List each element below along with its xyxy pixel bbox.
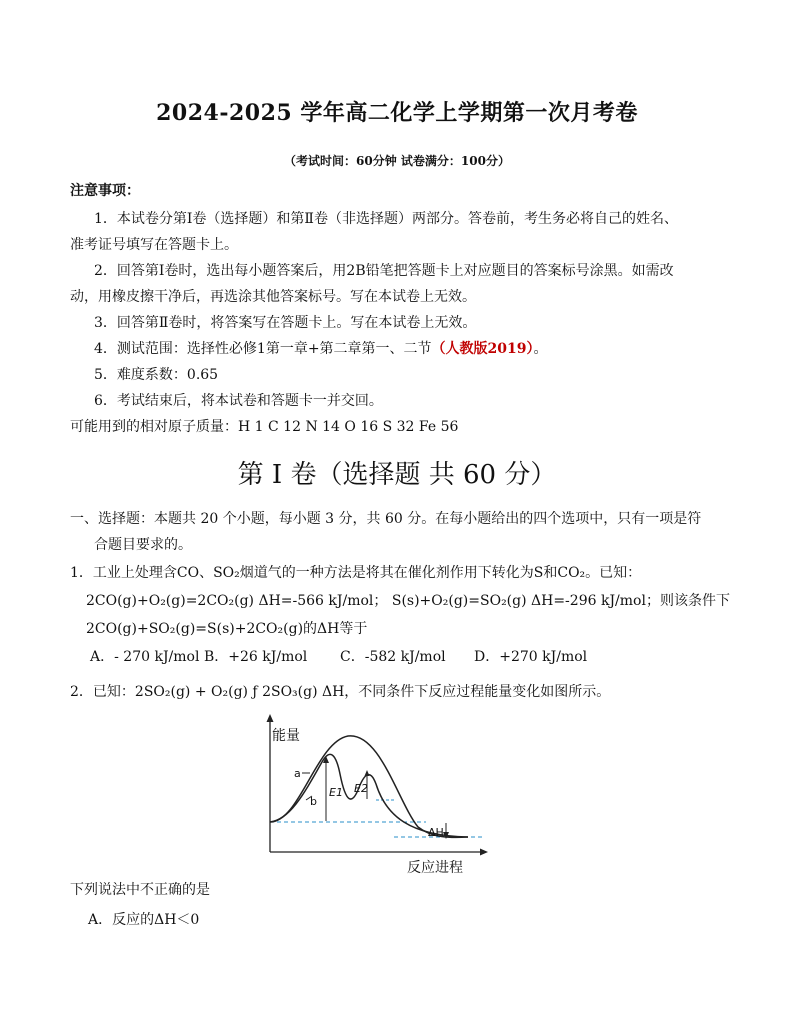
label-e2: E2 [354, 782, 368, 795]
q1-option-a: A．- 270 kJ/mol [90, 649, 200, 665]
label-b: b [310, 795, 317, 808]
atomic-mass-line: 可能用到的相对原子质量：H 1 C 12 N 14 O 16 S 32 Fe 56 [70, 419, 459, 435]
y-axis-arrow [267, 714, 274, 722]
label-e1: E1 [329, 786, 343, 799]
label-dh: ΔH [428, 826, 444, 839]
q1-option-b: B．+26 kJ/mol [204, 649, 308, 665]
q2-stem: 2．已知：2SO₂(g) + O₂(g) ƒ 2SO₃(g) ΔH，不同条件下反应过程能量变化如图所示。 [70, 684, 611, 700]
q2-option-a: A．反应的ΔH＜0 [88, 912, 200, 928]
x-axis-arrow [480, 849, 488, 856]
q1-equations: 2CO(g)+O₂(g)=2CO₂(g) ΔH=-566 kJ/mol； S(s)+O₂(g)=SO₂(g) ΔH=-296 kJ/mol；则该条件下 [86, 593, 730, 609]
q1-stem: 1．工业上处理含CO、SO₂烟道气的一种方法是将其在催化剂作用下转化为S和CO₂。已知： [70, 565, 642, 581]
section-intro-b: 合题目要求的。 [94, 537, 192, 553]
exam-subtitle: （考试时间：60分钟 试卷满分：100分） [284, 154, 510, 168]
notes-heading: 注意事项： [70, 183, 140, 199]
note-item-1a: 1．本试卷分第Ⅰ卷（选择题）和第Ⅱ卷（非选择题）两部分。答卷前，考生务必将自己的姓名、 [94, 211, 678, 227]
note-item-5: 5．难度系数：0.65 [94, 367, 219, 383]
note-item-1b: 准考证号填写在答题卡上。 [70, 237, 238, 253]
note-item-2b: 动，用橡皮擦干净后，再选涂其他答案标号。写在本试卷上无效。 [70, 289, 476, 305]
note-item-4-text: 4．测试范围：选择性必修1第一章+第二章第一、二节 [94, 341, 432, 357]
note-item-3: 3．回答第Ⅱ卷时，将答案写在答题卡上。写在本试卷上无效。 [94, 315, 477, 331]
q1-option-c: C．-582 kJ/mol [340, 649, 446, 665]
note-item-4-end: 。 [533, 341, 548, 357]
section-intro-a: 一、选择题：本题共 20 个小题，每小题 3 分，共 60 分。在每小题给出的四个选项中，只有一项是符 [70, 511, 702, 527]
note-item-4 [94, 339, 548, 359]
exam-title: 2024-2025 学年高二化学上学期第一次月考卷 [156, 100, 638, 126]
q1-ask: 2CO(g)+SO₂(g)=S(s)+2CO₂(g)的ΔH等于 [86, 621, 368, 637]
note-item-2a: 2．回答第Ⅰ卷时，选出每小题答案后，用2B铅笔把答题卡上对应题目的答案标号涂黑。如需改 [94, 263, 674, 279]
note-item-4-edition: （人教版2019） [431, 341, 534, 357]
note-item-6: 6．考试结束后，将本试卷和答题卡一并交回。 [94, 393, 383, 409]
x-axis-label: 反应进程 [407, 860, 463, 876]
section-title: 第 I 卷（选择题 共 60 分） [237, 460, 557, 490]
q1-option-d: D．+270 kJ/mol [474, 649, 588, 665]
energy-diagram [250, 712, 490, 877]
e2-arrow-head [365, 770, 370, 776]
q2-question: 下列说法中不正确的是 [70, 882, 210, 898]
y-axis-label: 能量 [272, 728, 300, 744]
label-a: a [294, 767, 301, 780]
